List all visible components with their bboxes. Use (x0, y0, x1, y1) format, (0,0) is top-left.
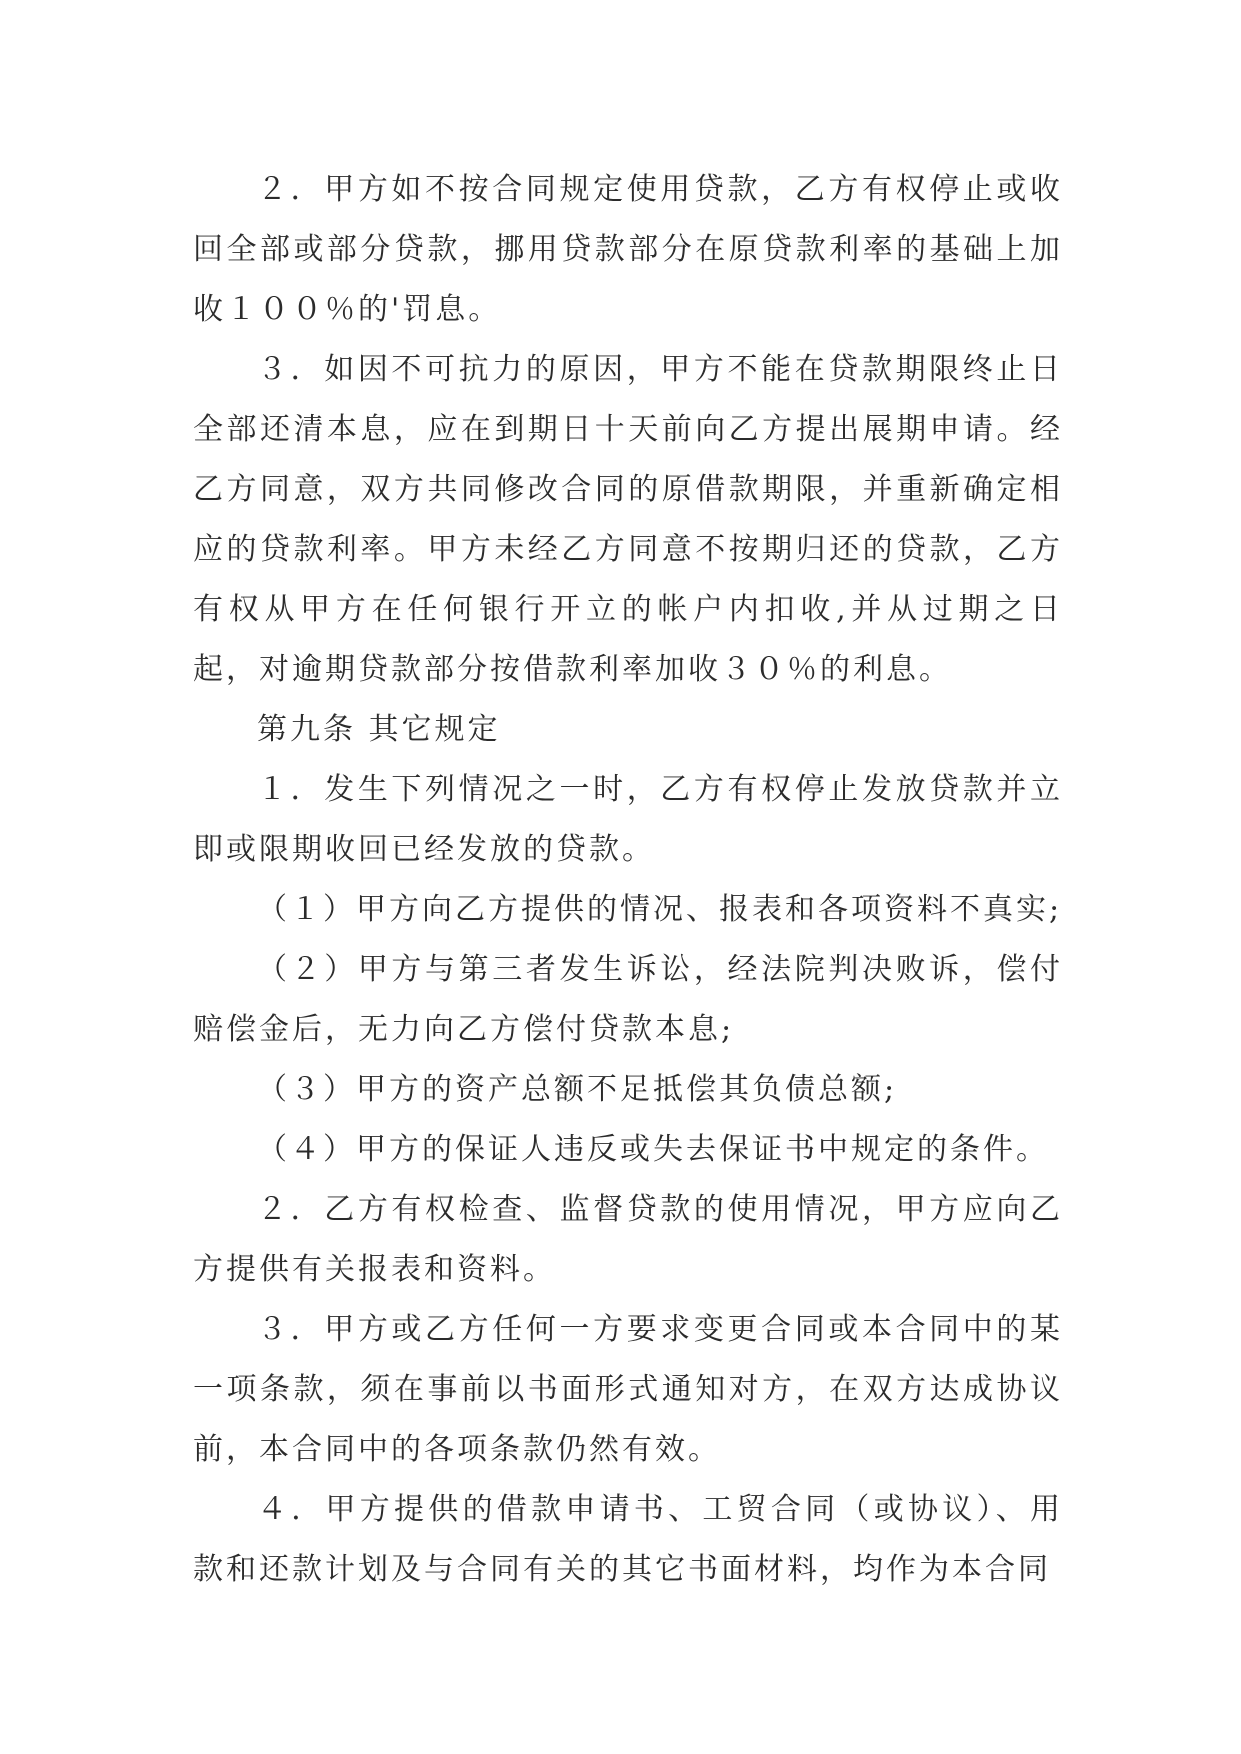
paragraph-subitem-3: （３）甲方的资产总额不足抵偿其负债总额; (257, 1072, 898, 1107)
article-9-heading: 第九条 其它规定 (257, 712, 501, 747)
paragraph-clause-3-force-majeure: ３．如因不可抗力的原因，甲方不能在贷款期限终止日全部还清本息，应在到期日十天前向乙方提出展期申请。经乙方同意，双方共同修改合同的原借款期限，并重新确定相应的贷款利率。甲方未经乙方同意不按期归还的贷款，乙方有权从甲方在任何银行开立的帐户内扣收,并从过期之日起，对逾期贷款部分按借款利率加收３０％的利息。 (193, 352, 1063, 687)
paragraph-subitem-4: （４）甲方的保证人违反或失去保证书中规定的条件。 (257, 1132, 1049, 1167)
paragraph-clause-2-misuse: ２．甲方如不按合同规定使用贷款，乙方有权停止或收回全部或部分贷款，挪用贷款部分在原贷款利率的基础上加收１００％的'罚息。 (193, 172, 1063, 327)
document-body (193, 160, 1063, 1600)
paragraph-article-9-item-2: ２．乙方有权检查、监督贷款的使用情况，甲方应向乙方提供有关报表和资料。 (193, 1192, 1063, 1287)
paragraph-article-9-item-1: １．发生下列情况之一时，乙方有权停止发放贷款并立即或限期收回已经发放的贷款。 (193, 772, 1063, 867)
paragraph-subitem-2: （２）甲方与第三者发生诉讼，经法院判决败诉，偿付赔偿金后，无力向乙方偿付贷款本息; (193, 952, 1063, 1047)
paragraph-article-9-item-3: ３．甲方或乙方任何一方要求变更合同或本合同中的某一项条款，须在事前以书面形式通知对方，在双方达成协议前，本合同中的各项条款仍然有效。 (193, 1312, 1063, 1467)
paragraph-subitem-1: （１）甲方向乙方提供的情况、报表和各项资料不真实; (257, 892, 1063, 927)
paragraph-article-9-item-4: ４．甲方提供的借款申请书、工贸合同（或协议）、用款和还款计划及与合同有关的其它书面材料，均作为本合同 (193, 1492, 1063, 1587)
